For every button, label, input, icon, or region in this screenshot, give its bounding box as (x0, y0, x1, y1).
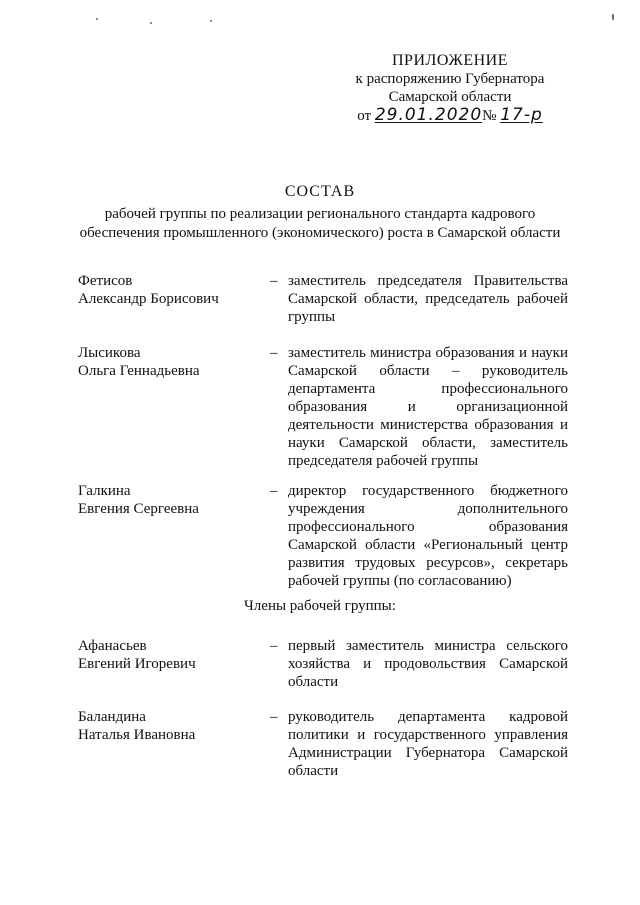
member-name (78, 637, 258, 673)
member-surname: Галкина (78, 483, 131, 499)
member-given-names: Александр Борисович (78, 291, 219, 307)
member-name (78, 344, 258, 380)
heading-title: СОСТАВ (284, 183, 356, 200)
entry-dash: – (270, 638, 278, 654)
member-surname: Фетисов (78, 273, 133, 289)
member-role: первый заместитель министра сельского хозяйства и продовольствия Самарской области (288, 638, 568, 690)
member-surname: Баландина (78, 709, 146, 725)
annex-title: ПРИЛОЖЕНИЕ (391, 52, 508, 69)
members-heading: Члены рабочей группы: (244, 598, 396, 614)
handwritten-date: 29.01.2020 (374, 105, 483, 125)
entry-dash: – (270, 483, 278, 499)
member-name (78, 272, 258, 308)
number-prefix: № (482, 108, 497, 124)
member-surname: Афанасьев (78, 638, 147, 654)
annex-block (330, 52, 570, 125)
scan-speck (210, 20, 212, 22)
entry-dash: – (270, 345, 278, 361)
annex-region-line: Самарской области (388, 89, 512, 105)
member-role: руководитель департамента кадровой политики и государственного управления Администрации Губернатора Самарской области (288, 709, 568, 779)
member-name (78, 708, 258, 744)
member-given-names: Ольга Геннадьевна (78, 363, 200, 379)
scan-speck (96, 18, 98, 20)
scan-speck (612, 14, 614, 20)
member-given-names: Наталья Ивановна (78, 727, 196, 743)
heading-subtitle-line1: рабочей группы по реализации регионального стандарта кадрового (104, 206, 536, 222)
member-role: заместитель председателя Правительства Самарской области, председатель рабочей группы (288, 273, 568, 325)
heading-subtitle-line2: обеспечения промышленного (экономического) роста в Самарской области (79, 225, 561, 241)
member-role: заместитель министра образования и науки Самарской области – руководитель департамента профессионального образования и организационной деятельности министерства образования и науки Самарской области, заместитель председателя рабочей группы (288, 345, 568, 469)
handwritten-number: 17-р (500, 105, 543, 125)
entry-dash: – (270, 709, 278, 725)
document-heading (60, 182, 580, 243)
scan-speck (150, 22, 152, 24)
entry-dash: – (270, 273, 278, 289)
member-surname: Лысикова (78, 345, 141, 361)
member-given-names: Евгений Игоревич (78, 656, 196, 672)
date-prefix: от (357, 108, 372, 124)
member-name (78, 482, 258, 518)
member-given-names: Евгения Сергеевна (78, 501, 199, 517)
annex-order-line: к распоряжению Губернатора (355, 71, 545, 87)
annex-date-number-line (330, 106, 570, 125)
member-role: директор государственного бюджетного учреждения дополнительного профессионального образования Самарской области «Региональный центр развития трудовых ресурсов», секретарь рабочей группы (по согласованию) (288, 483, 568, 589)
